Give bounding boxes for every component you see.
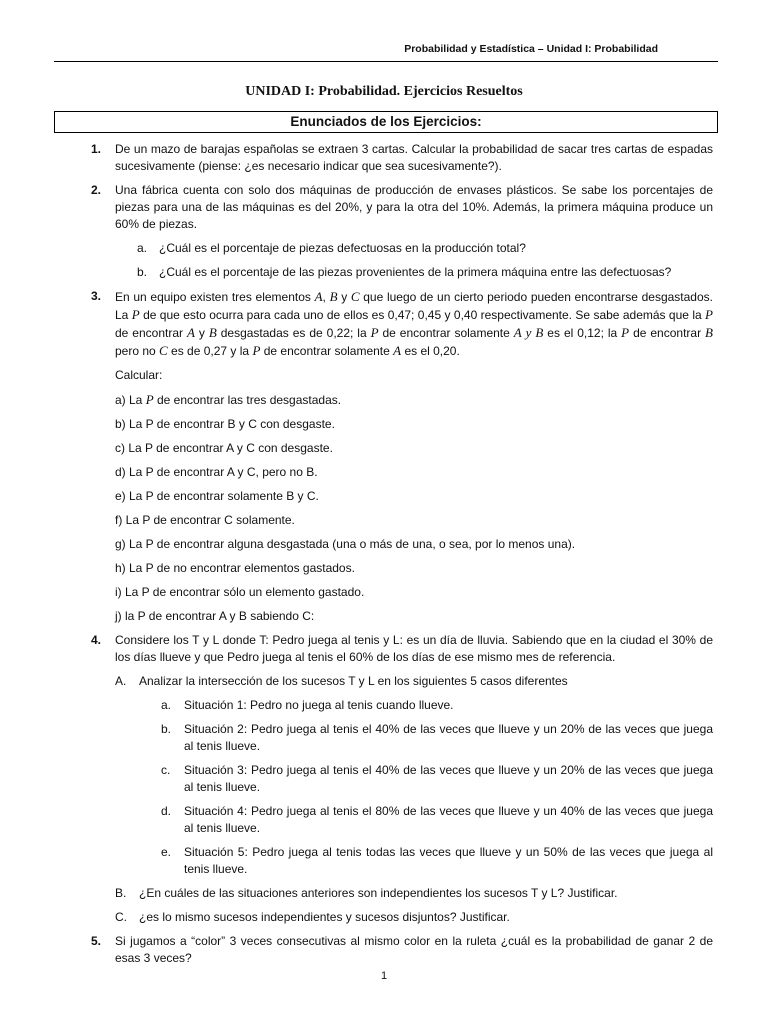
text-run: , xyxy=(322,290,330,304)
exercise-number: 1. xyxy=(91,142,102,156)
exercise-text: De un mazo de barajas españolas se extraen 3 cartas. Calcular la probabilidad de sacar tres cartas de espadas sucesivamente (piense: ¿es necesario indicar que sea sucesivamente?). xyxy=(115,142,713,173)
list-marker: B. xyxy=(115,886,127,900)
var-a: A xyxy=(513,325,522,340)
list-marker: b. xyxy=(137,265,148,279)
exercise-number: 4. xyxy=(91,633,102,647)
exercise-3-item-h: h) La P de no encontrar elementos gastados. xyxy=(115,561,355,575)
page-number: 1 xyxy=(380,970,388,982)
list-marker: C. xyxy=(115,910,127,924)
text-run: de encontrar xyxy=(629,326,706,340)
list-marker: b. xyxy=(161,722,172,736)
exercise-5 xyxy=(0,933,768,967)
exercise-3-item-a xyxy=(0,391,768,409)
exercise-number: 3. xyxy=(91,289,102,303)
exercise-1 xyxy=(0,141,768,175)
text-run: y xyxy=(337,290,351,304)
var-c: C xyxy=(159,343,168,358)
list-marker: A. xyxy=(115,674,127,688)
text-run: que luego de un cierto periodo pueden encontrarse desgastados. La xyxy=(115,290,713,322)
text-run: En un equipo existen tres elementos xyxy=(115,290,315,304)
list-marker: a. xyxy=(137,241,148,255)
text-run: a) La xyxy=(115,393,146,407)
exercise-3-item-e: e) La P de encontrar solamente B y C. xyxy=(115,489,319,503)
var-c: C xyxy=(350,289,360,304)
var-p: P xyxy=(370,325,379,340)
exercise-number: 5. xyxy=(91,934,102,948)
exercise-3-item-g: g) La P de encontrar alguna desgastada (una o más de una, o sea, por lo menos una). xyxy=(115,537,576,551)
situation-item xyxy=(0,721,768,755)
situation-item xyxy=(0,844,768,878)
text-run: es de 0,27 y la xyxy=(167,344,253,358)
part-text: Analizar la intersección de los sucesos T y L en los siguientes 5 casos diferentes xyxy=(139,674,568,688)
text-run: de encontrar solamente xyxy=(260,344,394,358)
situation-item xyxy=(0,803,768,837)
situation-text: Situación 5: Pedro juega al tenis todas las veces que llueve y un 50% de las veces que juega al tenis llueve. xyxy=(184,845,713,876)
situation-text: Situación 2: Pedro juega al tenis el 40% de las veces que llueve y un 20% de las veces que juega al tenis llueve. xyxy=(184,722,713,753)
exercise-text: Una fábrica cuenta con solo dos máquinas de producción de envases plásticos. Se sabe los porcentajes de piezas para una de las máquinas es del 20%, y para la otra del 10%. Además, la primera máquina produce un 60% de piezas. xyxy=(115,183,713,231)
exercise-4 xyxy=(0,632,768,666)
document-title: UNIDAD I: Probabilidad. Ejercicios Resueltos xyxy=(245,84,523,99)
exercise-3-item-d: d) La P de encontrar A y C, pero no B. xyxy=(115,465,318,479)
situation-text: Situación 4: Pedro juega al tenis el 80% de las veces que llueve y un 40% de las veces que juega al tenis llueve. xyxy=(184,804,713,835)
part-text: ¿En cuáles de las situaciones anteriores son independientes los sucesos T y L? Justificar. xyxy=(139,886,618,900)
text-run: es el 0,20. xyxy=(401,344,460,358)
exercise-2-question-a xyxy=(0,240,768,257)
exercise-3-item-i: i) La P de encontrar sólo un elemento gastado. xyxy=(115,585,365,599)
section-heading-box: Enunciados de los Ejercicios: xyxy=(54,111,718,133)
text-run: de encontrar las tres desgastadas. xyxy=(153,393,342,407)
var-a: A xyxy=(314,289,323,304)
exercise-text: Considere los T y L donde T: Pedro juega al tenis y L: es un día de lluvia. Sabiendo que en la ciudad el 30% de los días llueve y que Pedro juega al tenis el 60% de los días de ese mismo mes de referencia. xyxy=(115,633,713,664)
var-a: A xyxy=(186,325,195,340)
exercise-3-item-c: c) La P de encontrar A y C con desgaste. xyxy=(115,441,333,455)
var-y: y xyxy=(525,325,532,340)
exercise-list xyxy=(0,141,768,974)
header-rule xyxy=(54,61,718,62)
var-b: B xyxy=(705,325,713,340)
var-p: P xyxy=(252,343,261,358)
var-b: B xyxy=(208,325,217,340)
calc-label: Calcular: xyxy=(115,368,163,382)
exercise-4-part-b xyxy=(0,885,768,902)
var-b: B xyxy=(535,325,544,340)
exercise-text: Si jugamos a “color” 3 veces consecutivas al mismo color en la ruleta ¿cuál es la probabilidad de ganar 2 de esas 3 veces? xyxy=(115,934,713,965)
list-marker: c. xyxy=(161,763,171,777)
text-run: y xyxy=(194,326,209,340)
text-run: de que esto ocurra para cada uno de ellos es 0,47; 0,45 y 0,40 respectivamente. Se sabe además que la xyxy=(139,308,706,322)
var-b: B xyxy=(329,289,338,304)
text-run: desgastadas es de 0,22; la xyxy=(216,326,371,340)
exercise-3-item-f: f) La P de encontrar C solamente. xyxy=(115,513,295,527)
question-text: ¿Cuál es el porcentaje de las piezas provenientes de la primera máquina entre las defectuosas? xyxy=(159,265,672,279)
text-run: pero no xyxy=(115,344,160,358)
situation-text: Situación 1: Pedro no juega al tenis cuando llueve. xyxy=(184,698,454,712)
running-title: Probabilidad y Estadística – Unidad I: Probabilidad xyxy=(404,43,658,55)
exercise-2 xyxy=(0,182,768,233)
text-run: de encontrar solamente xyxy=(378,326,514,340)
list-marker: e. xyxy=(161,845,172,859)
var-p: P xyxy=(131,307,140,322)
var-p: P xyxy=(621,325,630,340)
situation-text: Situación 3: Pedro juega al tenis el 40% de las veces que llueve y un 20% de las veces que juega al tenis llueve. xyxy=(184,763,713,794)
exercise-4-part-a xyxy=(0,673,768,690)
part-text: ¿es lo mismo sucesos independientes y sucesos disjuntos? Justificar. xyxy=(139,910,510,924)
exercise-3-item-b: b) La P de encontrar B y C con desgaste. xyxy=(115,417,335,431)
var-a: A xyxy=(393,343,402,358)
exercise-number: 2. xyxy=(91,183,102,197)
list-marker: d. xyxy=(161,804,172,818)
question-text: ¿Cuál es el porcentaje de piezas defectuosas en la producción total? xyxy=(159,241,526,255)
exercise-2-question-b xyxy=(0,264,768,281)
exercise-3-item-j: j) la P de encontrar A y B sabiendo C: xyxy=(115,609,315,623)
exercise-4-part-c xyxy=(0,909,768,926)
text-run: es el 0,12; la xyxy=(543,326,622,340)
text-run: de encontrar xyxy=(115,326,187,340)
var-p: P xyxy=(145,392,154,407)
exercise-3 xyxy=(0,288,768,360)
situation-item xyxy=(0,762,768,796)
var-p: P xyxy=(705,307,713,322)
list-marker: a. xyxy=(161,698,172,712)
situation-item xyxy=(0,697,768,714)
